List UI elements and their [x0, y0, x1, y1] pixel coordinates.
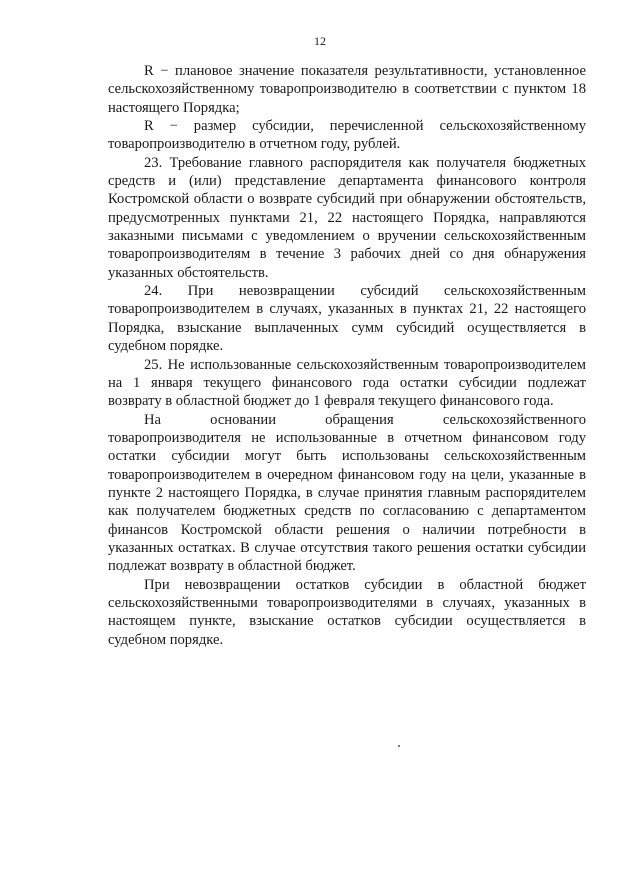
paragraph-non-return-recovery: При невозвращении остатков субсидии в областной бюджет сельскохозяйственными товаропроизводителями в случаях, указанных в настоящем пункте, взыскание остатков субсидии осуществляется в судебном порядке.	[108, 576, 586, 648]
page-number: 12	[314, 34, 326, 48]
paragraph-clause-25: 25. Не использованные сельскохозяйственным товаропроизводителем на 1 января текущего финансового года остатки субсидии подлежат возврату в областной бюджет до 1 февраля текущего финансового года.	[108, 356, 586, 410]
paragraph-unused-balance-use: На основании обращения сельскохозяйственного товаропроизводителя не использованные в отчетном финансовом году остатки субсидии могут быть использованы сельскохозяйственным товаропроизводителем в очередном финансовом году на цели, указанные в пункте 2 настоящего Порядка, в случае принятия главным распорядителем как получателем бюджетных средств по согласованию с департаментом финансов Костромской области решения о наличии потребности в указанных остатках. В случае отсутствия такого решения остатки субсидии подлежат возврату в областной бюджет.	[108, 411, 586, 575]
paragraph-clause-23: 23. Требование главного распорядителя как получателя бюджетных средств и (или) представление департамента финансового контроля Костромской области о возврате субсидий при обнаружении обстоятельств, предусмотренных пунктами 21, 22 настоящего Порядка, направляются заказными письмами с уведомлением о вручении сельскохозяйственным товаропроизводителям в течение 3 рабочих дней со дня обнаружения указанных обстоятельств.	[108, 154, 586, 281]
document-body	[108, 62, 586, 649]
paragraph-planned-value-definition: R − плановое значение показателя результативности, установленное сельскохозяйственному товаропроизводителю в соответствии с пунктом 18 настоящего Порядка;	[108, 63, 586, 116]
scan-speck	[398, 745, 400, 747]
paragraph-subsidy-size-definition: R − размер субсидии, перечисленной сельскохозяйственному товаропроизводителю в отчетном году, рублей.	[108, 118, 586, 153]
paragraph-clause-24: 24. При невозвращении субсидий сельскохозяйственным товаропроизводителем в случаях, указанных в пунктах 21, 22 настоящего Порядка, взыскание выплаченных сумм субсидий осуществляется в судебном порядке.	[108, 283, 586, 355]
